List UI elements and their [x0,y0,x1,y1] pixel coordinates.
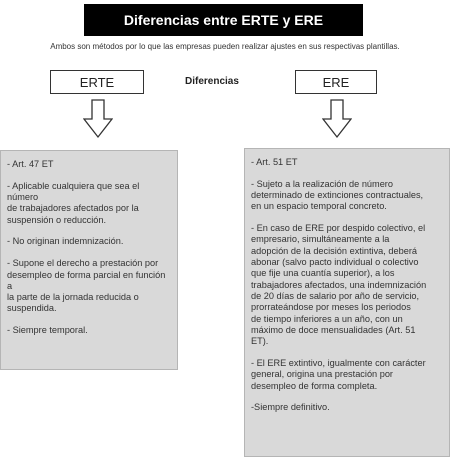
ere-heading-box: ERE [295,70,377,94]
down-arrow-icon [83,99,113,139]
page-subtitle: Ambos son métodos por lo que las empresas pueden realizar ajustes en sus respectivas plantillas. [50,42,400,51]
page-title: Diferencias entre ERTE y ERE [84,4,363,36]
list-item: - Siempre temporal. [7,325,88,336]
list-item: - Art. 47 ET [7,159,54,169]
differences-label: Diferencias [185,76,239,87]
erte-details-panel [0,150,178,370]
list-item: - Supone el derecho a prestación por desempleo de forma parcial en función a la parte de la jornada reducida o suspendida. [7,258,166,314]
list-item: - En caso de ERE por despido colectivo, el empresario, simultáneamente a la adopción de la decisión extintiva, deberá abonar (salvo pacto individual o colectivo que fije una cuantía superior), a los trabajadores afectados, una indemnización de 20 días de salario por año de servicio, prorrateándose por meses los periodos de tiempo inferiores a un año, con un máximo de doce mensualidades (Art. 51 ET). [251,223,427,347]
erte-heading-box: ERTE [50,70,144,94]
ere-details-panel [244,148,450,457]
list-item: - No originan indemnización. [7,236,124,247]
list-item: - Art. 51 ET [251,157,298,167]
list-item: - El ERE extintivo, igualmente con carácter general, origina una prestación por desempleo de forma completa. [251,357,426,391]
list-item: -Siempre definitivo. [251,402,330,413]
list-item: - Aplicable cualquiera que sea el número de trabajadores afectados por la suspensión o reducción. [7,180,140,225]
list-item: - Sujeto a la realización de número determinado de extinciones contractuales, en un espacio temporal concreto. [251,178,424,212]
down-arrow-icon [322,99,352,139]
